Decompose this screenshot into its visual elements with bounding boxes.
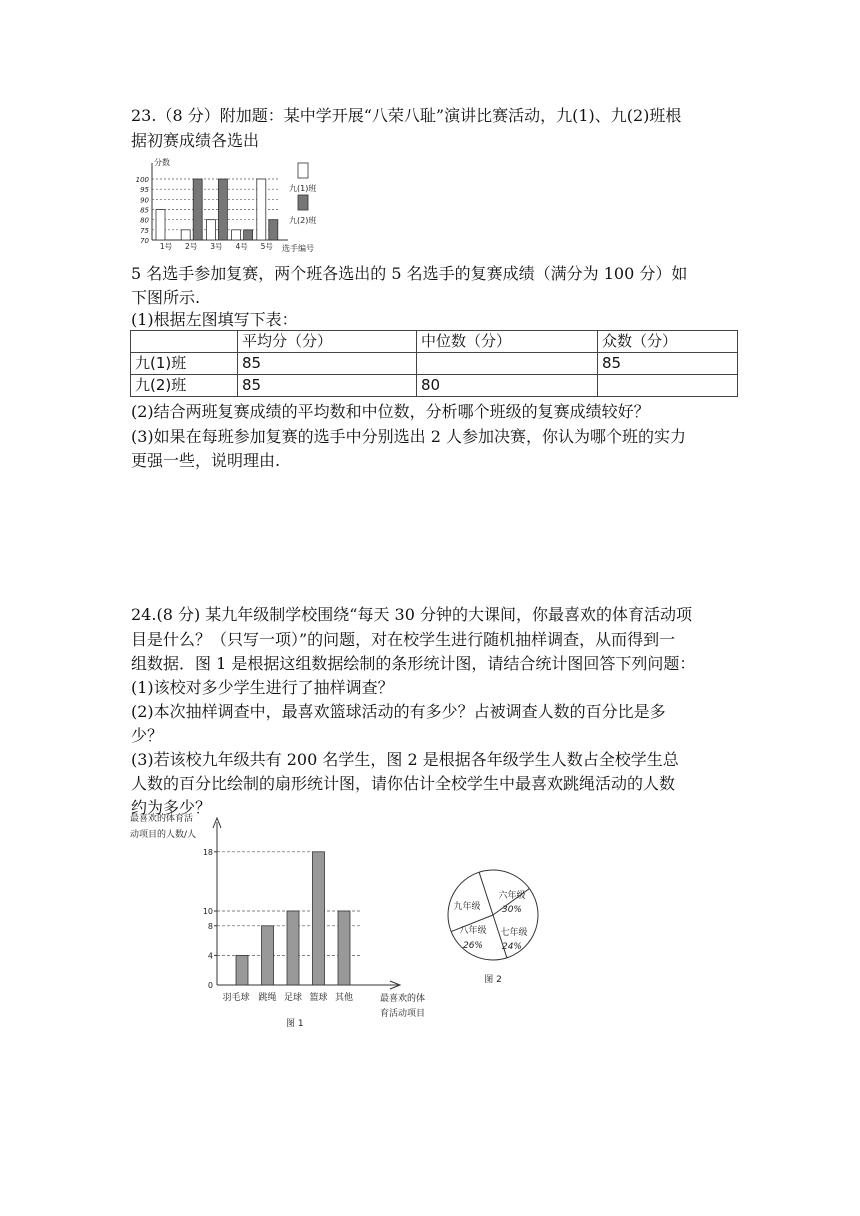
pie-slice-label: 九年级 <box>453 902 481 912</box>
x-tick-label: 3号 <box>210 242 223 251</box>
table-cell: 85 <box>238 375 417 397</box>
chart-title: 图 2 <box>484 975 502 985</box>
table-header-cell: 中位数（分） <box>417 331 598 353</box>
table-header-cell: 众数（分） <box>598 331 738 353</box>
x-tick-label: 其他 <box>334 993 354 1003</box>
bar <box>193 179 202 240</box>
y-tick-label: 4 <box>207 951 213 961</box>
y-tick-label: 70 <box>140 237 149 245</box>
x-tick-label: 羽毛球 <box>222 993 250 1003</box>
q24-line8: 人数的百分比绘制的扇形统计图，请你估计全校学生中最喜欢跳绳活动的人数 <box>131 774 676 793</box>
q24-line1: 24.(8 分) 某九年级制学校围绕“每天 30 分钟的大课间，你最喜欢的体育活动项 <box>131 605 692 624</box>
pie-slice-label: 七年级 <box>500 928 528 938</box>
x-tick-label: 2号 <box>185 242 198 251</box>
table-row <box>131 353 738 375</box>
q24-line9: 约为多少？ <box>131 798 212 817</box>
y-tick-label: 8 <box>207 921 213 931</box>
bar <box>206 220 215 240</box>
pie-slice-percent: 24% <box>501 942 523 952</box>
y-tick-label: 10 <box>202 907 213 916</box>
table-cell <box>598 375 738 397</box>
q23-line2: 据初赛成绩各选出 <box>131 131 260 150</box>
q24-line2: 目是什么？（只写一项）”的问题，对在校学生进行随机抽样调查，从而得到一 <box>131 630 676 649</box>
table-cell: 80 <box>417 375 598 397</box>
table-row <box>131 375 738 397</box>
legend-swatch <box>298 195 308 210</box>
q23-line5: (1)根据左图填写下表： <box>131 310 298 329</box>
x-tick-label: 足球 <box>283 993 303 1003</box>
y-axis-label: 分数 <box>154 158 170 167</box>
x-tick-label: 1号 <box>159 242 173 251</box>
q24-line7: (3)若该校九年级共有 200 名学生，图 2 是根据各年级学生人数占全校学生总 <box>131 750 679 769</box>
table-cell <box>417 353 598 375</box>
pie-slice-percent: 26% <box>462 941 484 951</box>
table-cell: 85 <box>238 353 417 375</box>
bar <box>257 179 266 240</box>
x-axis-label: 选手编号 <box>282 244 314 253</box>
legend-swatch <box>298 163 308 178</box>
y-tick-label: 80 <box>140 216 149 225</box>
legend-label: 九(2)班 <box>289 216 317 225</box>
q24-line3: 组数据．图 1 是根据这组数据绘制的条形统计图，请结合统计图回答下列问题： <box>131 654 696 673</box>
grade-pie-chart <box>440 865 550 990</box>
y-tick-label: 18 <box>202 847 213 857</box>
q24-line6: 少？ <box>131 726 164 745</box>
y-tick-label: 0 <box>207 981 213 990</box>
bar <box>236 955 248 985</box>
q24-line5: (2)本次抽样调查中，最喜欢篮球活动的有多少？占被调查人数的百分比是多 <box>131 702 666 721</box>
pie-slice-label: 八年级 <box>459 926 487 936</box>
table-cell: 九(2)班 <box>131 375 238 397</box>
x-axis-label: 育活动项目 <box>380 1009 426 1019</box>
q23-line1: 23.（8 分）附加题：某中学开展“八荣八耻”演讲比赛活动，九(1)、九(2)班根 <box>131 106 682 125</box>
bar <box>313 852 325 985</box>
y-axis-label: 最喜欢的体育活 <box>130 814 194 824</box>
table-cell: 85 <box>598 353 738 375</box>
bar <box>287 911 299 985</box>
x-tick-label: 4号 <box>235 242 248 251</box>
chart-title: 图 1 <box>286 1019 304 1029</box>
y-tick-label: 100 <box>135 176 149 184</box>
pie-slice-percent: 30% <box>501 905 523 915</box>
bar <box>156 210 165 241</box>
table-header-row <box>131 331 738 353</box>
bar <box>338 911 350 985</box>
x-tick-label: 5号 <box>260 242 273 251</box>
bar <box>269 220 278 240</box>
q24-line4: (1)该校对多少学生进行了抽样调查？ <box>131 678 394 697</box>
q23-line8: 更强一些，说明理由. <box>131 451 281 470</box>
bar <box>262 926 274 985</box>
table-cell: 九(1)班 <box>131 353 238 375</box>
q23-line4: 下图所示. <box>131 288 201 307</box>
q23-line6: (2)结合两班复赛成绩的平均数和中位数，分析哪个班级的复赛成绩较好？ <box>131 402 650 421</box>
y-tick-label: 75 <box>140 226 149 235</box>
bar <box>244 230 253 240</box>
bar <box>232 230 241 240</box>
score-table <box>130 330 738 397</box>
pie-slice-label: 六年级 <box>498 891 526 901</box>
bar <box>218 179 227 240</box>
table-header-cell: 平均分（分） <box>238 331 417 353</box>
y-axis-label: 动项目的人数/人 <box>130 830 197 840</box>
table-header-cell <box>131 331 238 353</box>
activity-bar-chart <box>128 808 458 1038</box>
y-tick-label: 95 <box>140 186 149 195</box>
x-tick-label: 篮球 <box>309 993 328 1003</box>
y-tick-label: 85 <box>140 206 149 215</box>
legend-label: 九(1)班 <box>289 184 317 193</box>
x-axis-label: 最喜欢的体 <box>380 994 426 1004</box>
y-tick-label: 90 <box>140 196 149 205</box>
bar <box>181 230 190 240</box>
x-tick-label: 跳绳 <box>258 993 277 1003</box>
score-chart <box>128 155 338 255</box>
q23-line3: 5 名选手参加复赛，两个班各选出的 5 名选手的复赛成绩（满分为 100 分）如 <box>131 264 688 283</box>
q23-line7: (3)如果在每班参加复赛的选手中分别选出 2 人参加决赛，你认为哪个班的实力 <box>131 427 687 446</box>
